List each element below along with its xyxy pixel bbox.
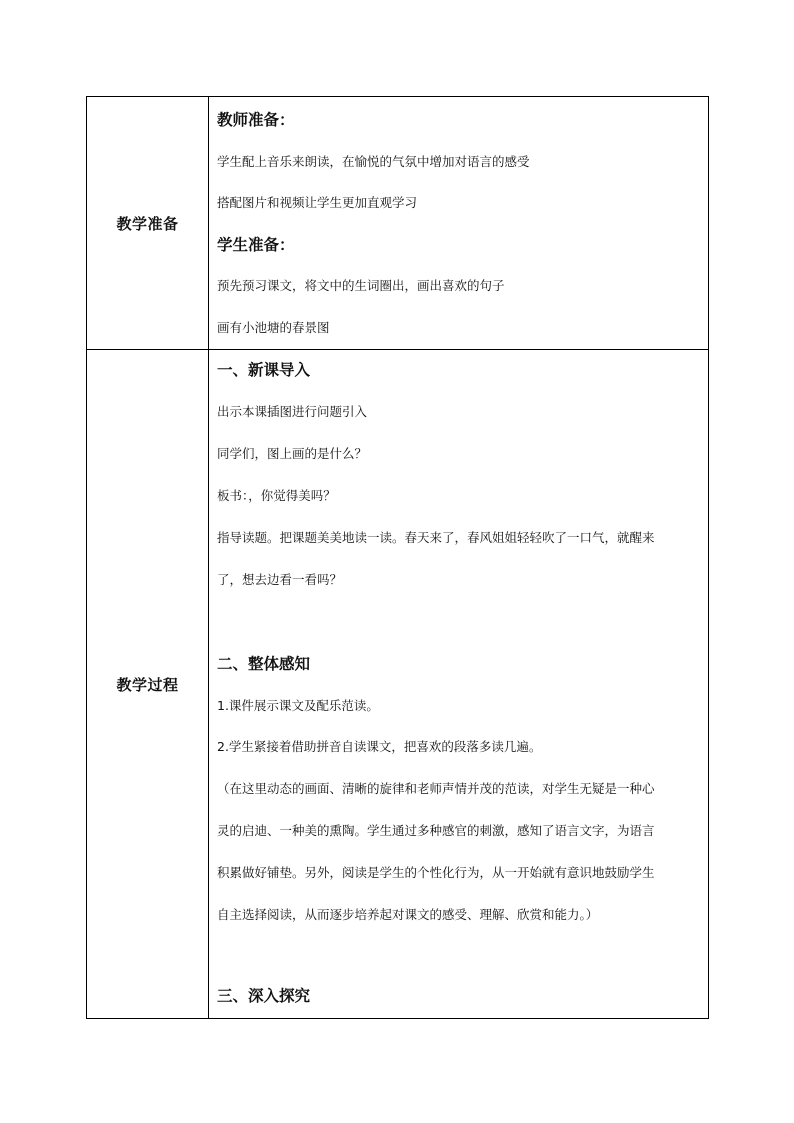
teacher-prep-item: 学生配上音乐来朗读，在愉悦的气氛中增加对语言的感受 <box>217 154 530 169</box>
section-line: 了，想去边看一看吗？ <box>217 572 343 587</box>
section-heading-intro: 一、新课导入 <box>217 361 311 379</box>
section-line: 出示本课插图进行问题引入 <box>217 404 368 419</box>
process-label-cell <box>87 350 209 1018</box>
preparation-label-cell <box>87 97 209 349</box>
teacher-prep-heading: 教师准备： <box>217 111 295 129</box>
student-prep-item: 画有小池塘的春景图 <box>217 320 330 335</box>
section-heading-explore: 三、深入探究 <box>217 987 311 1005</box>
section-line: 自主选择阅读，从而逐步培养起对课文的感受、理解、欣赏和能力。） <box>217 907 599 922</box>
student-prep-heading: 学生准备： <box>217 236 295 254</box>
section-line: 1.课件展示课文及配乐范读。 <box>217 698 379 713</box>
preparation-content-cell <box>209 97 708 349</box>
section-heading-perception: 二、整体感知 <box>217 655 311 673</box>
section-line: 2.学生紧接着借助拼音自读课文，把喜欢的段落多读几遍。 <box>217 739 542 754</box>
process-label: 教学过程 <box>116 675 179 694</box>
section-line: 指导读题。把课题美美地读一读。春天来了，春风姐姐轻轻吹了一口气，就醒来 <box>217 530 655 545</box>
section-line: 灵的启迪、一种美的熏陶。学生通过多种感官的刺激，感知了语言文字，为语言 <box>217 823 655 838</box>
teacher-prep-item: 搭配图片和视频让学生更加直观学习 <box>217 195 418 210</box>
section-line: （在这里动态的画面、清晰的旋律和老师声情并茂的范读，对学生无疑是一种心 <box>217 781 655 796</box>
student-prep-item: 预先预习课文，将文中的生词圈出，画出喜欢的句子 <box>217 278 505 293</box>
lesson-plan-table <box>86 96 709 1019</box>
process-row <box>87 350 708 1018</box>
preparation-row <box>87 97 708 350</box>
preparation-label: 教学准备 <box>116 214 179 233</box>
section-line: 板书：，你觉得美吗？ <box>217 488 336 503</box>
section-line: 积累做好铺垫。另外，阅读是学生的个性化行为，从一开始就有意识地鼓励学生 <box>217 865 655 880</box>
process-content-cell <box>209 350 708 1018</box>
section-line: 同学们，图上画的是什么？ <box>217 446 368 461</box>
